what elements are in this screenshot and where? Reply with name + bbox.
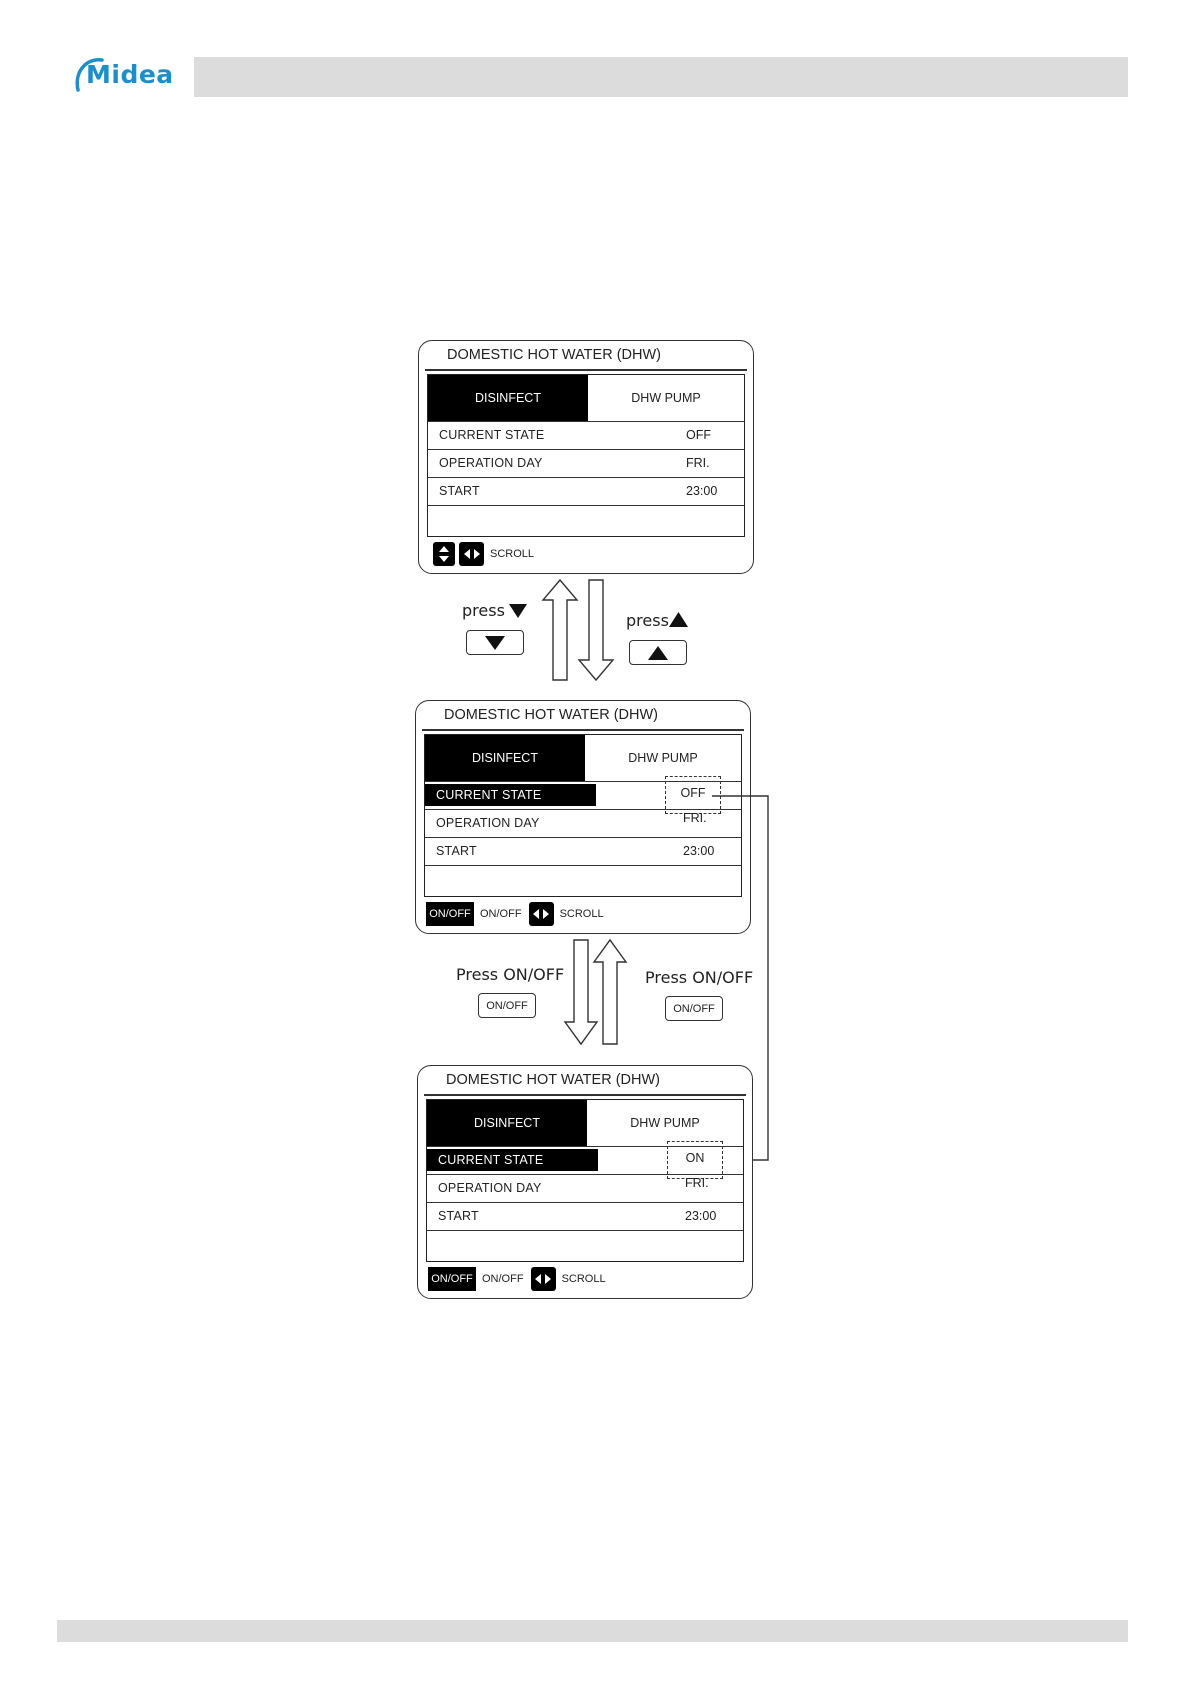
transition-arrows-icon xyxy=(562,938,630,1046)
row-operation-day[interactable] xyxy=(428,449,744,477)
screen-initial xyxy=(418,340,754,574)
brand-name: Midea xyxy=(86,60,174,89)
menu-panel xyxy=(426,1099,744,1262)
press-onoff-caption-right: Press ON/OFF xyxy=(645,968,754,987)
left-right-key-icon[interactable] xyxy=(529,902,554,926)
row-value: FRI. xyxy=(685,1176,709,1190)
transition-arrows-icon xyxy=(538,578,618,682)
press-onoff-caption-left: Press ON/OFF xyxy=(456,965,565,984)
down-button[interactable] xyxy=(466,630,524,655)
footer-bar xyxy=(57,1620,1128,1642)
row-value: OFF xyxy=(686,428,711,442)
title-divider xyxy=(425,369,747,371)
row-label: OPERATION DAY xyxy=(439,456,543,470)
menu-panel xyxy=(424,734,742,897)
left-right-key-icon[interactable] xyxy=(459,542,484,566)
tab-dhw-pump[interactable]: DHW PUMP xyxy=(631,391,701,405)
triangle-down-icon xyxy=(484,635,506,651)
screen-footer xyxy=(428,1267,613,1291)
onoff-key[interactable]: ON/OFF xyxy=(428,1267,476,1291)
onoff-button[interactable] xyxy=(478,993,536,1018)
screen-title: DOMESTIC HOT WATER (DHW) xyxy=(444,707,658,723)
left-right-key-icon[interactable] xyxy=(531,1267,556,1291)
row-current-state[interactable] xyxy=(427,1146,743,1174)
row-label-selected: CURRENT STATE xyxy=(425,784,596,806)
triangle-up-icon xyxy=(647,645,669,661)
row-operation-day[interactable] xyxy=(427,1174,743,1202)
onoff-button-label: ON/OFF xyxy=(673,1002,715,1015)
row-current-state[interactable] xyxy=(425,781,741,809)
tab-dhw-pump[interactable]: DHW PUMP xyxy=(628,751,698,765)
row-value: FRI. xyxy=(686,456,710,470)
screen-title: DOMESTIC HOT WATER (DHW) xyxy=(446,1072,660,1088)
row-empty xyxy=(427,1230,743,1261)
screen-title: DOMESTIC HOT WATER (DHW) xyxy=(447,347,661,363)
row-value: ON xyxy=(685,1151,705,1165)
screen-on xyxy=(417,1065,753,1299)
tab-disinfect[interactable]: DISINFECT xyxy=(427,1100,587,1146)
screen-footer xyxy=(433,542,541,566)
row-value: FRI. xyxy=(683,811,707,825)
row-start[interactable] xyxy=(425,837,741,865)
scroll-label: SCROLL xyxy=(559,908,604,920)
row-value: 23:00 xyxy=(686,484,718,498)
scroll-label: SCROLL xyxy=(561,1273,606,1285)
row-label: START xyxy=(438,1209,479,1223)
triangle-up-icon xyxy=(669,612,688,627)
row-label: CURRENT STATE xyxy=(439,428,545,442)
menu-panel xyxy=(427,374,745,537)
row-value: 23:00 xyxy=(683,844,715,858)
screen-footer xyxy=(426,902,611,926)
onoff-button-label: ON/OFF xyxy=(486,999,528,1012)
row-label: START xyxy=(436,844,477,858)
onoff-button[interactable] xyxy=(665,996,723,1021)
row-value: 23:00 xyxy=(685,1209,717,1223)
onoff-label: ON/OFF xyxy=(480,908,522,920)
up-down-key-icon[interactable] xyxy=(433,542,455,566)
brand-logo xyxy=(72,52,182,100)
press-up-caption: press xyxy=(626,611,669,630)
scroll-label: SCROLL xyxy=(490,548,535,560)
row-current-state[interactable] xyxy=(428,421,744,449)
row-label: OPERATION DAY xyxy=(436,816,540,830)
row-value: OFF xyxy=(680,786,706,800)
row-empty xyxy=(425,865,741,896)
onoff-key[interactable]: ON/OFF xyxy=(426,902,474,926)
row-label-selected: CURRENT STATE xyxy=(427,1149,598,1171)
row-operation-day[interactable] xyxy=(425,809,741,837)
row-start[interactable] xyxy=(428,477,744,505)
press-down-caption: press xyxy=(462,601,505,620)
tab-disinfect[interactable]: DISINFECT xyxy=(428,375,588,421)
header-bar xyxy=(194,57,1128,97)
row-empty xyxy=(428,505,744,536)
screen-selected xyxy=(415,700,751,934)
row-label: START xyxy=(439,484,480,498)
row-label: OPERATION DAY xyxy=(438,1181,542,1195)
title-divider xyxy=(422,729,744,731)
tab-disinfect[interactable]: DISINFECT xyxy=(425,735,585,781)
triangle-down-icon xyxy=(509,604,527,618)
up-button[interactable] xyxy=(629,640,687,665)
onoff-label: ON/OFF xyxy=(482,1273,524,1285)
tab-dhw-pump[interactable]: DHW PUMP xyxy=(630,1116,700,1130)
title-divider xyxy=(424,1094,746,1096)
row-start[interactable] xyxy=(427,1202,743,1230)
